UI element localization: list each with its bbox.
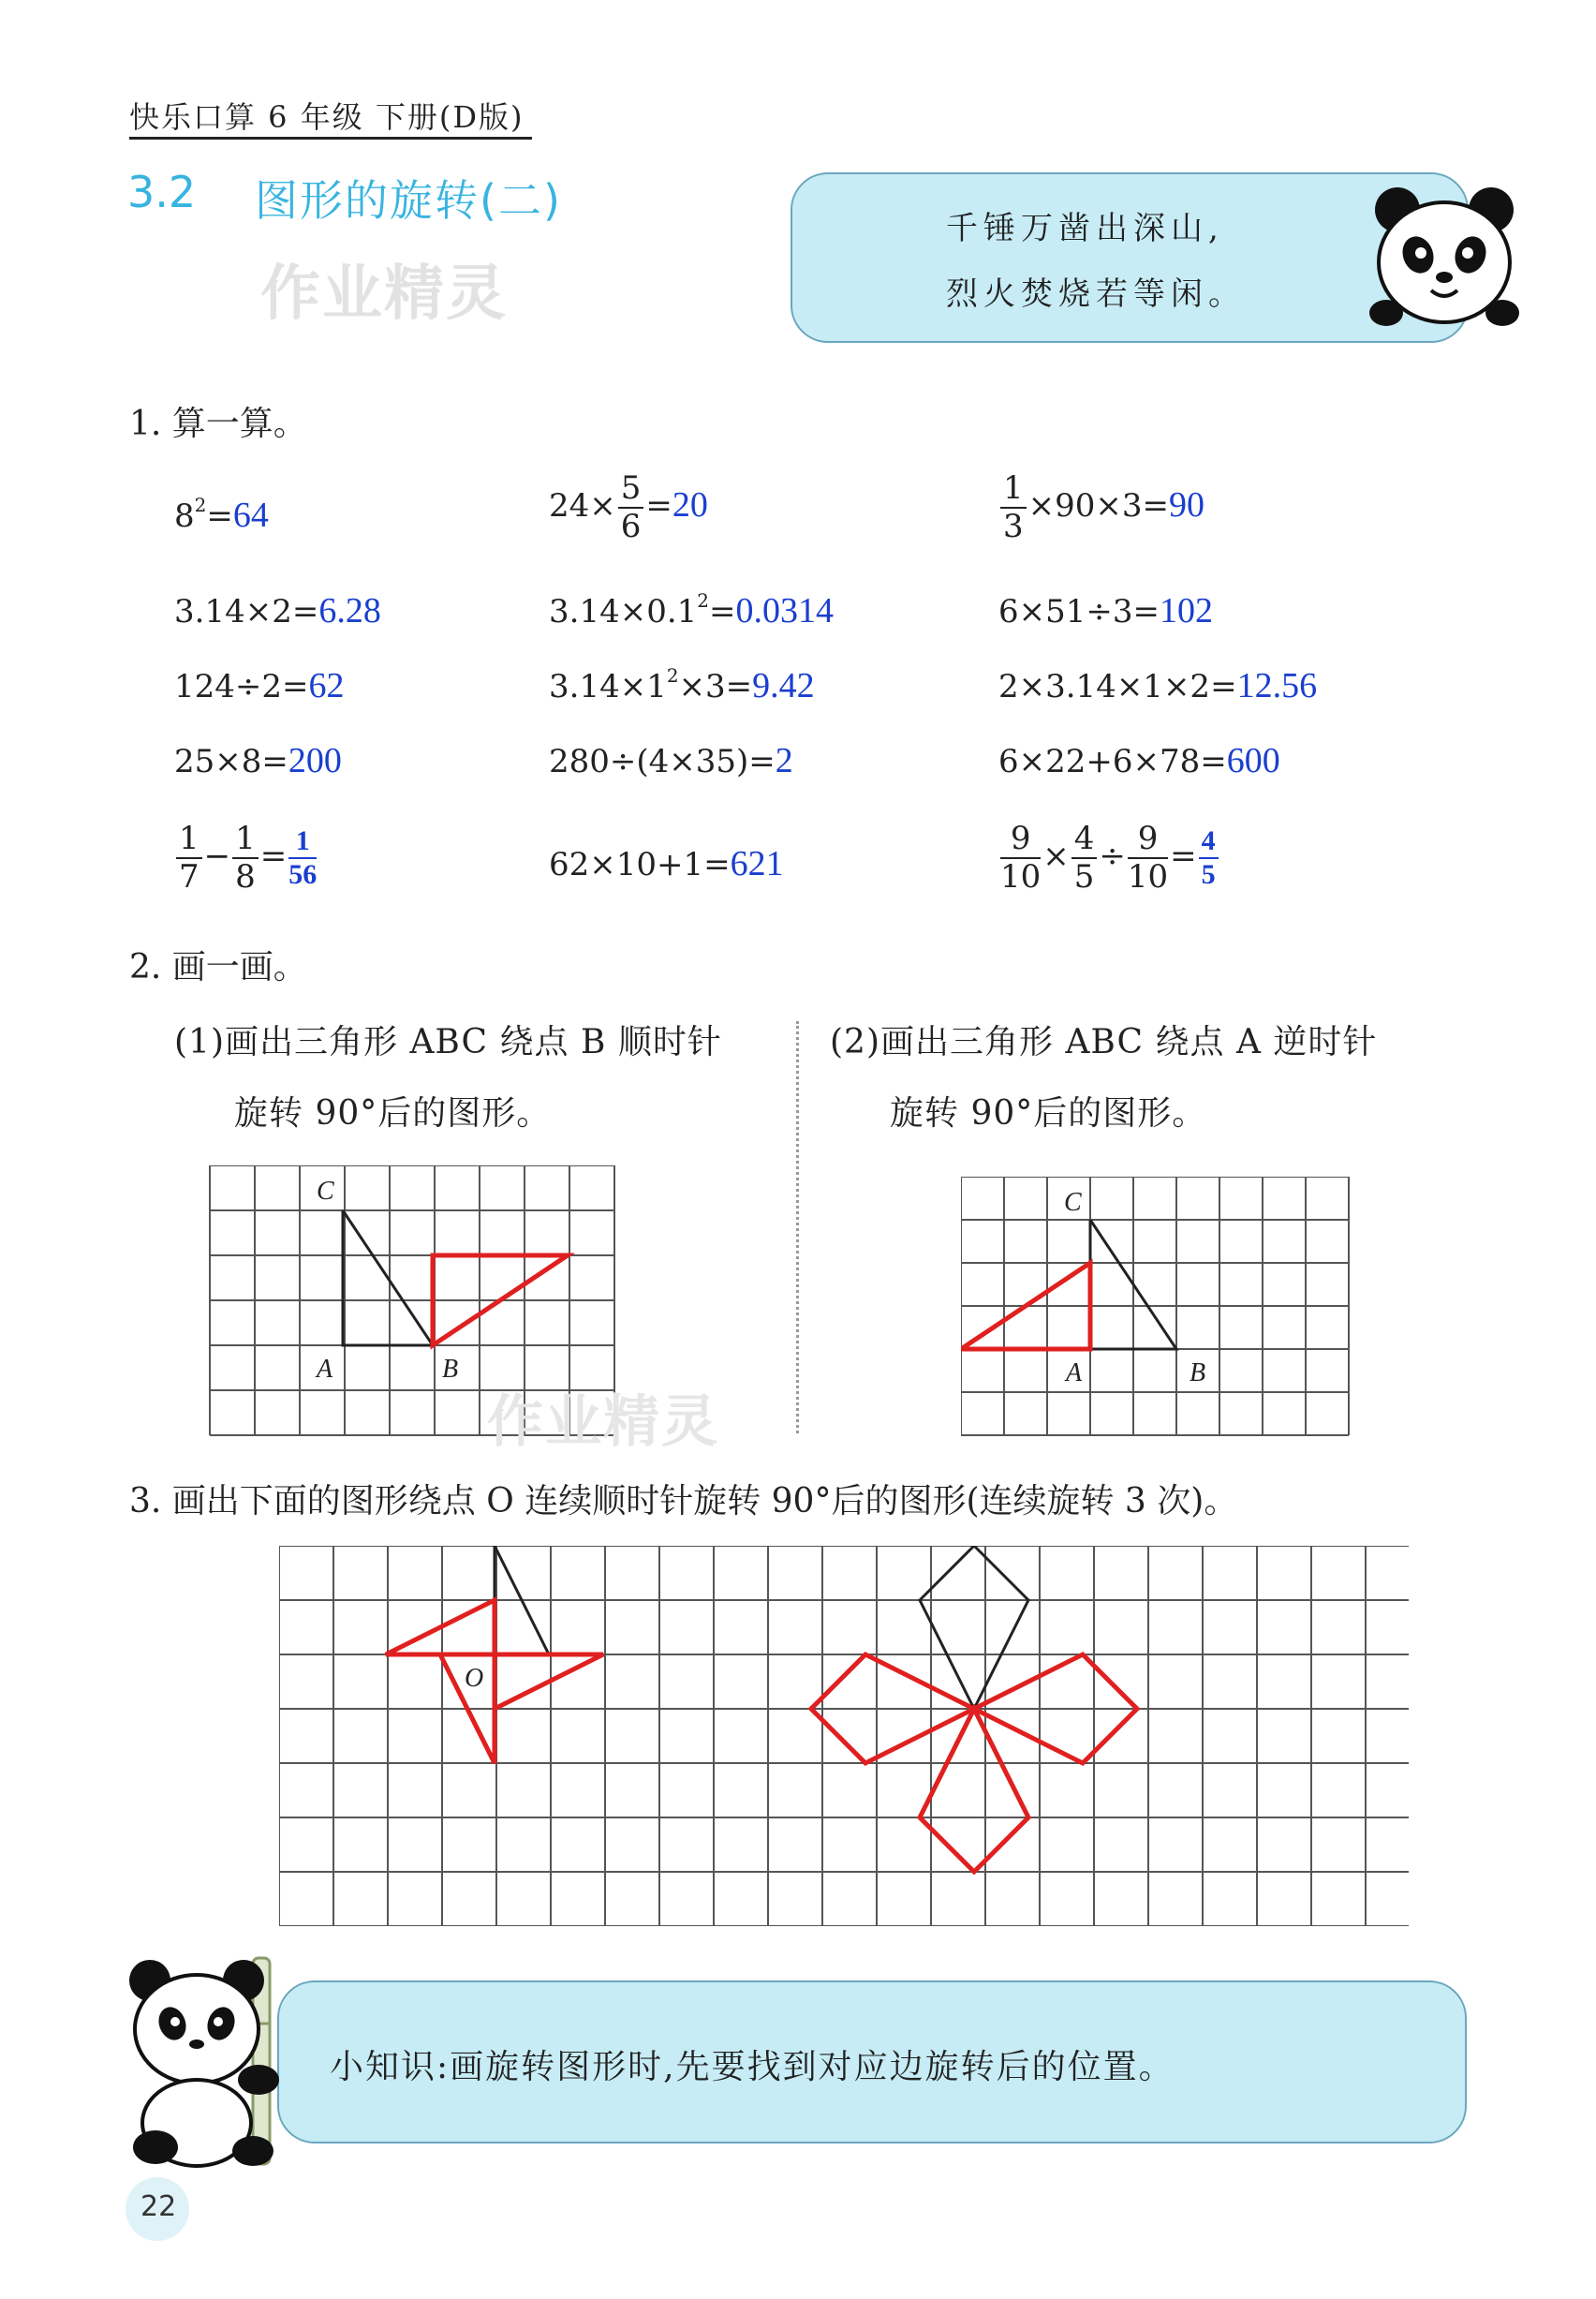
calc-r4-a: 25×8=200 <box>174 741 342 780</box>
calc-r5-b: 62×10+1=621 <box>549 844 784 883</box>
point-o-label: O <box>465 1664 484 1693</box>
grid-3 <box>279 1546 1409 1926</box>
question-2-label: 2. 画一画。 <box>129 948 307 986</box>
panda-bamboo-illustration <box>122 1939 309 2173</box>
calc-r5-c: $\frac{9}{10}$ × $\frac{4}{5}$ ÷ $\frac{9}{10}$ = $\frac{4}{5}$ <box>998 821 1220 896</box>
part-1-line-2: 旋转 90°后的图形。 <box>234 1094 552 1133</box>
grid-1-label-c: C <box>317 1177 334 1206</box>
page-number: 22 <box>140 2190 177 2223</box>
calc-r5-a: $\frac{1}{7}$ − $\frac{1}{8}$ = $\frac{1}{56}$ <box>174 821 318 896</box>
watermark-2: 作业精灵 <box>487 1389 719 1455</box>
rotated-figure-left-3 <box>386 1600 495 1654</box>
calc-r3-a: 124÷2=62 <box>174 666 345 705</box>
question-1-label: 1. 算一算。 <box>129 405 307 443</box>
grid-2-label-a: A <box>1066 1358 1083 1387</box>
original-kite <box>920 1546 1028 1709</box>
grid-2-label-c: C <box>1064 1188 1082 1217</box>
grid-1-label-a: A <box>317 1355 333 1384</box>
rotated-figure-left-1 <box>495 1654 603 1709</box>
grid-2 <box>961 1177 1358 1437</box>
calc-r1-a: $8^2=64$ <box>174 494 269 535</box>
grid-1-label-b: B <box>442 1355 459 1384</box>
calc-r1-b: 24× $\frac{5}{6}$ =20 <box>549 469 708 546</box>
dotted-divider <box>796 1021 799 1433</box>
quote-box <box>791 172 1469 343</box>
section-number: 3.2 <box>127 167 197 217</box>
part-2-line-2: 旋转 90°后的图形。 <box>890 1094 1207 1133</box>
calc-r2-c: 6×51÷3=102 <box>998 591 1213 630</box>
calc-r4-b: 280÷(4×35)=2 <box>549 741 793 780</box>
question-3-label: 3. 画出下面的图形绕点 O 连续顺时针旋转 90°后的图形(连续旋转 3 次)。 <box>129 1482 1238 1520</box>
watermark: 作业精灵 <box>260 260 508 329</box>
rotated-kite-2 <box>920 1709 1028 1872</box>
grid-2-label-b: B <box>1190 1358 1206 1387</box>
part-1-line-1: (1)画出三角形 ABC 绕点 B 顺时针 <box>174 1023 722 1061</box>
panda-illustration <box>1369 184 1519 334</box>
calc-r2-a: 3.14×2=6.28 <box>174 591 381 630</box>
calc-r2-b: $3.14\times 0.1^2=0.0314$ <box>549 589 834 630</box>
title-rule <box>129 137 532 140</box>
part-2-line-1: (2)画出三角形 ABC 绕点 A 逆时针 <box>830 1023 1378 1061</box>
calc-r1-c: $\frac{1}{3}$ ×90×3=90 <box>998 470 1204 545</box>
tip-text: 小知识:画旋转图形时,先要找到对应边旋转后的位置。 <box>330 2048 1175 2086</box>
calc-r3-c: 2×3.14×1×2=12.56 <box>998 666 1318 705</box>
original-triangle-1 <box>343 1210 433 1345</box>
book-title: 快乐口算 6 年级 下册(D版) <box>129 99 525 135</box>
quote-line-1: 千锤万凿出深山, <box>946 210 1224 247</box>
quote-line-2: 烈火焚烧若等闲。 <box>946 275 1246 313</box>
calc-r4-c: 6×22+6×78=600 <box>998 741 1280 780</box>
section-title: 图形的旋转(二) <box>255 175 562 226</box>
calc-r3-b: $3.14\times 1^2\times 3=9.42$ <box>549 664 815 705</box>
